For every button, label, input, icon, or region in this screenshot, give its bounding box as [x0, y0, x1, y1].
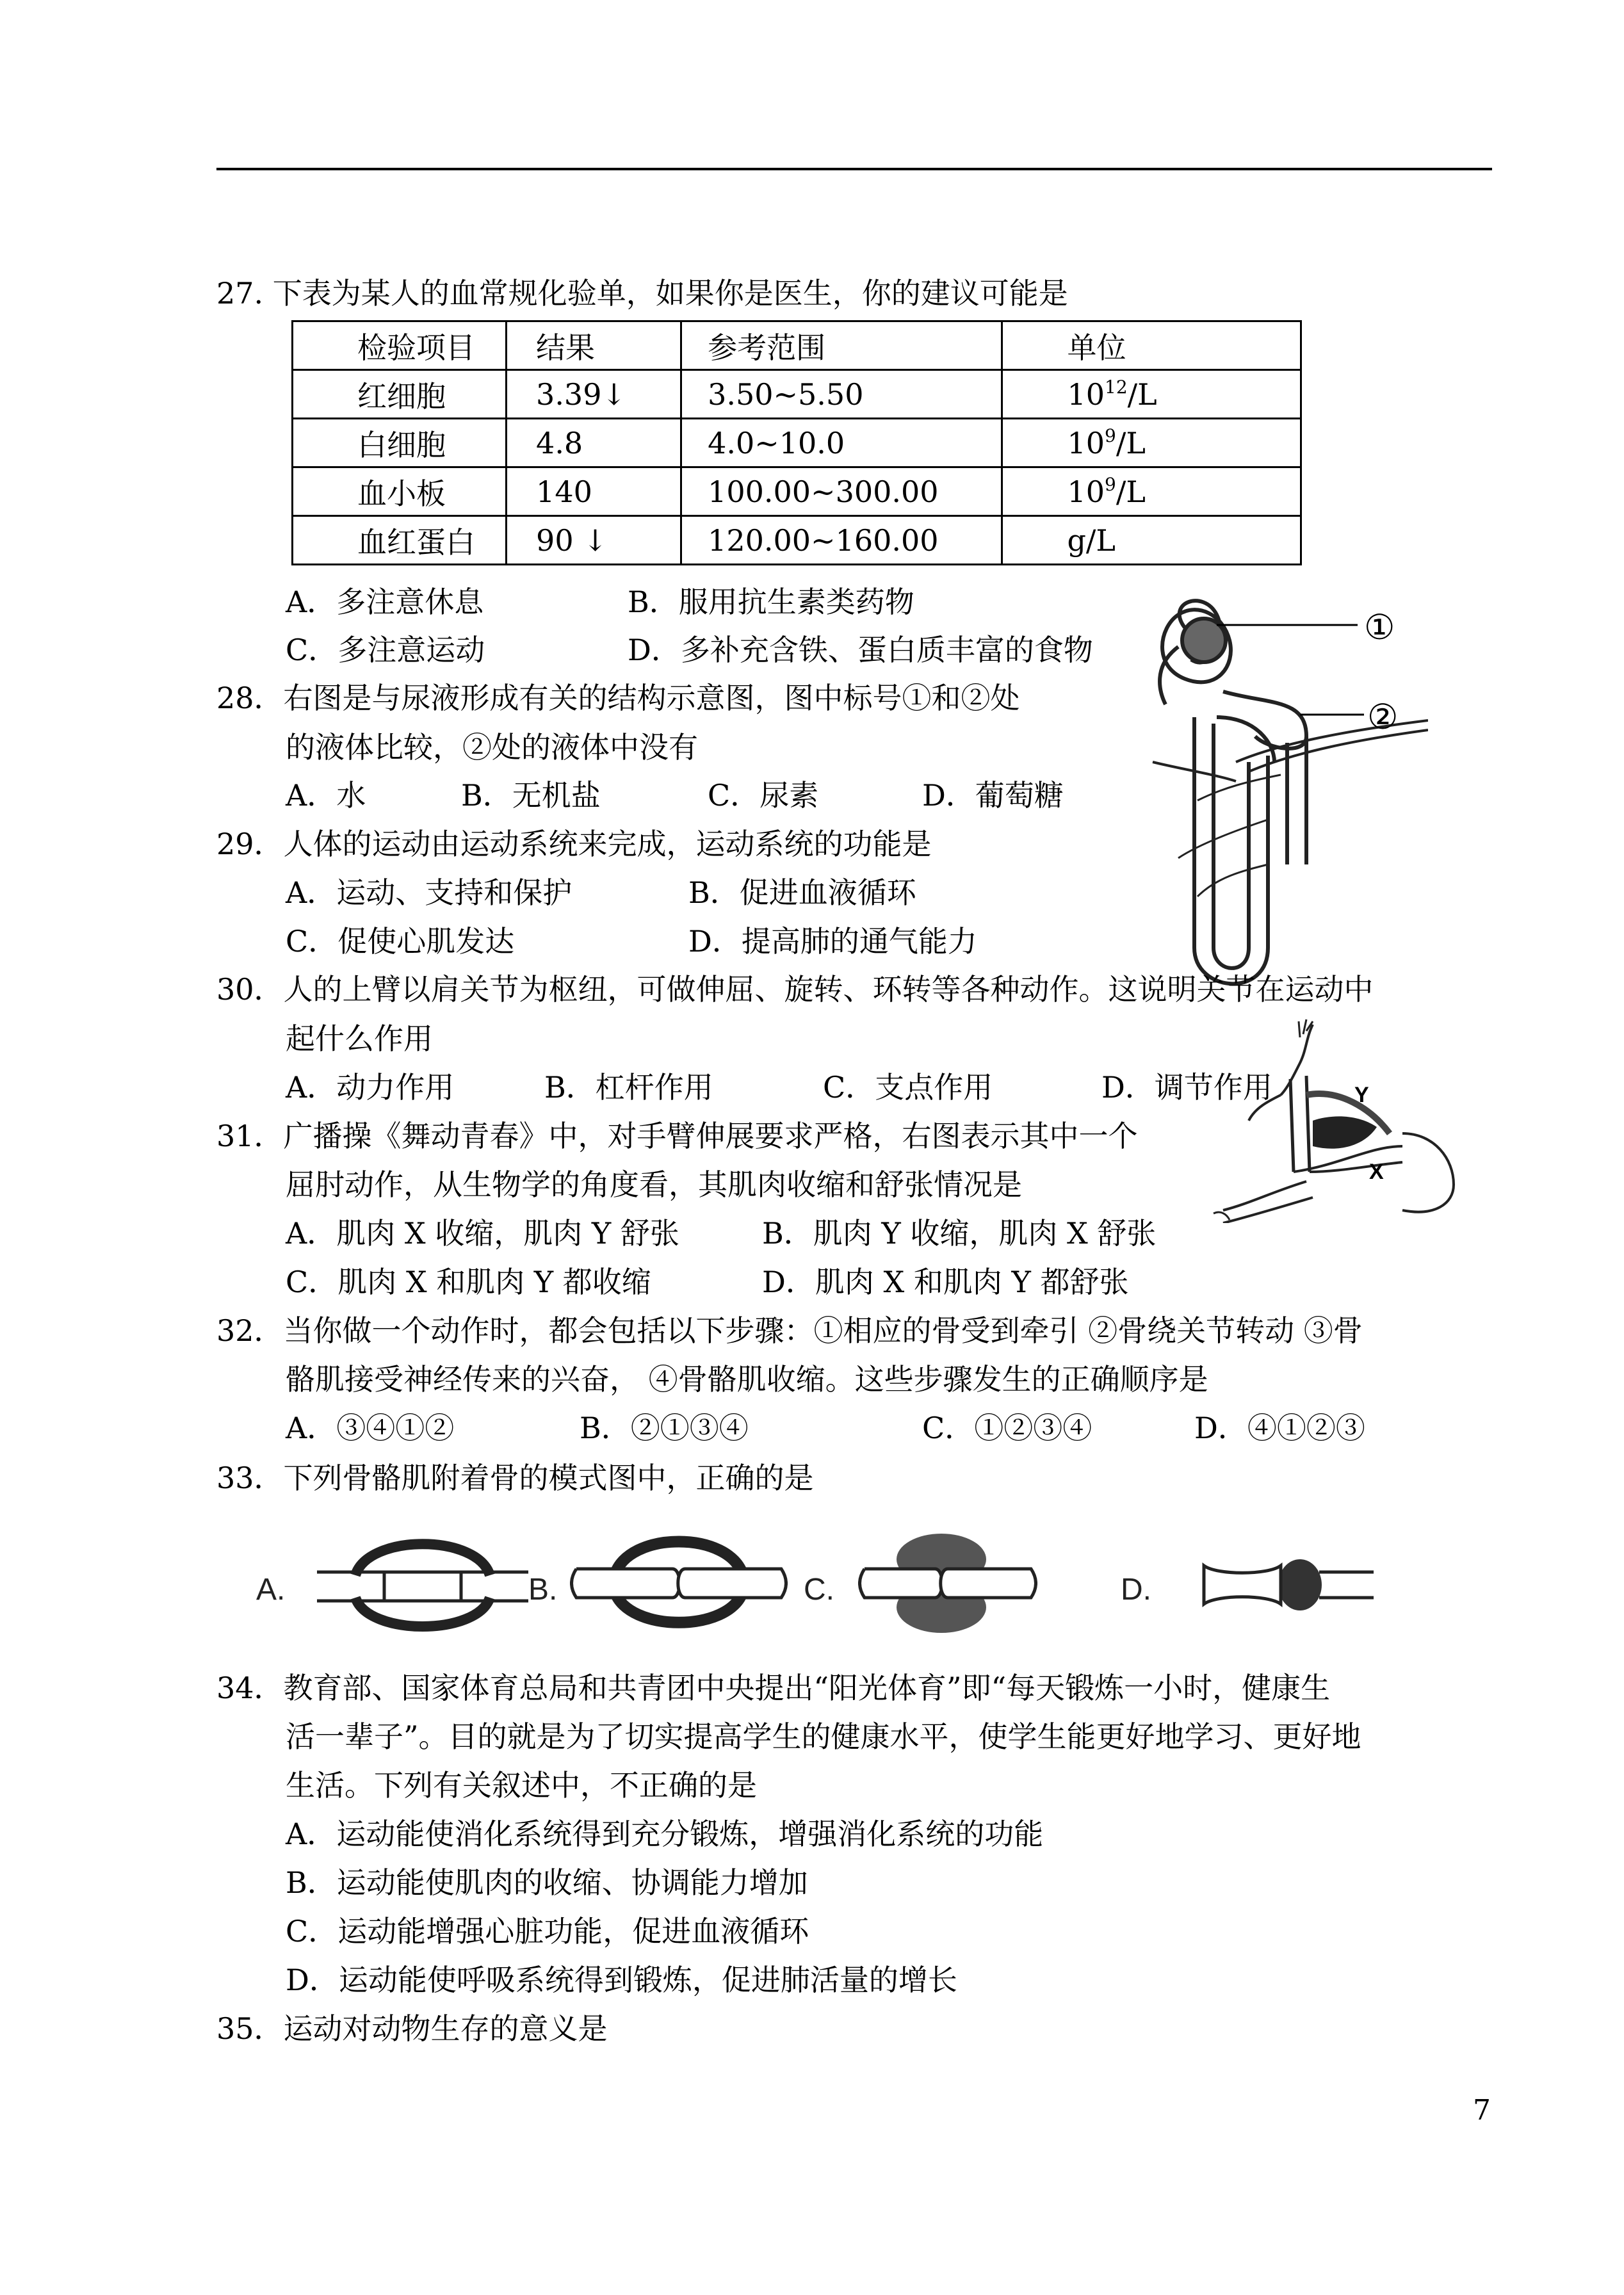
table-row	[293, 419, 1301, 467]
table-row	[293, 370, 1301, 419]
table-header-cell: 参考范围	[681, 321, 1002, 370]
q28-stem-line2: 的液体比较，②处的液体中没有	[286, 730, 698, 765]
q34-option-c: C．运动能增强心脏功能，促进血液循环	[286, 1914, 809, 1949]
q30-stem-line1: 30．人的上臂以肩关节为枢纽，可做伸屈、旋转、环转等各种动作。这说明关节在运动中	[216, 972, 1374, 1007]
q31-option-b: B．肌肉 Y 收缩，肌肉 X 舒张	[762, 1216, 1157, 1251]
q33-figure-label-d: D.	[1121, 1573, 1151, 1607]
q29-option-c: C．促使心肌发达	[286, 924, 515, 959]
table-cell-range: 120.00~160.00	[681, 516, 1002, 565]
q33-figure-label-a: A.	[256, 1573, 286, 1607]
q30-option-a: A．动力作用	[286, 1070, 455, 1105]
table-cell-range: 100.00~300.00	[681, 467, 1002, 516]
q29-option-b: B．促进血液循环	[688, 875, 916, 910]
q32-option-a: A．③④①②	[286, 1411, 455, 1445]
q27-option-c: C．多注意运动	[286, 633, 485, 667]
table-cell-unit: $10^9/L$	[1002, 467, 1301, 516]
q28-option-a: A．水	[286, 778, 366, 813]
q28-option-c: C．尿素	[708, 778, 819, 813]
table-header-cell: 检验项目	[293, 321, 507, 370]
nephron-label-2: ②	[1367, 697, 1399, 737]
q32-option-b: B．②①③④	[580, 1411, 749, 1445]
table-cell-result: 4.8	[507, 419, 681, 467]
q27-option-a: A．多注意休息	[286, 585, 484, 619]
q33-figure-c	[858, 1524, 1037, 1639]
table-cell-item: 血红蛋白	[293, 516, 507, 565]
q28-option-d: D．葡萄糖	[922, 778, 1064, 813]
q28-stem-line1: 28．右图是与尿液形成有关的结构示意图，图中标号①和②处	[216, 681, 1020, 715]
nephron-diagram	[1140, 589, 1428, 1012]
page-number: 7	[1473, 2094, 1491, 2127]
table-cell-item: 血小板	[293, 467, 507, 516]
q29-option-a: A．运动、支持和保护	[286, 875, 572, 910]
q35-stem: 35．运动对动物生存的意义是	[216, 2011, 608, 2046]
table-cell-result: 140	[507, 467, 681, 516]
q27-stem: 27. 下表为某人的血常规化验单，如果你是医生，你的建议可能是	[216, 276, 1068, 311]
table-row	[293, 467, 1301, 516]
nephron-label-1: ①	[1364, 607, 1395, 647]
table-cell-result: 90 ↓	[507, 516, 681, 565]
q30-option-d: D．调节作用	[1101, 1070, 1272, 1105]
q30-option-c: C．支点作用	[823, 1070, 993, 1105]
muscle-label-y: Y	[1354, 1083, 1369, 1107]
table-cell-unit: g/L	[1002, 516, 1301, 565]
q32-stem-line1: 32．当你做一个动作时，都会包括以下步骤：①相应的骨受到牵引 ②骨绕关节转动 ③骨	[216, 1313, 1363, 1348]
q30-stem-line2: 起什么作用	[286, 1021, 433, 1056]
q34-stem-line2: 活一辈子”。目的就是为了切实提高学生的健康水平，使学生能更好地学习、更好地	[286, 1719, 1361, 1754]
q34-stem-line1: 34．教育部、国家体育总局和共青团中央提出“阳光体育”即“每天锻炼一小时，健康生	[216, 1671, 1331, 1705]
table-cell-unit: $10^9/L$	[1002, 419, 1301, 467]
q31-stem-line2: 屈肘动作，从生物学的角度看，其肌肉收缩和舒张情况是	[286, 1167, 1022, 1202]
q33-figure-label-b: B.	[528, 1573, 558, 1607]
table-header-row	[293, 321, 1301, 370]
table-header-cell: 单位	[1002, 321, 1301, 370]
q27-option-d: D．多补充含铁、蛋白质丰富的食物	[628, 633, 1093, 667]
q33-figure-d	[1198, 1543, 1377, 1626]
table-row	[293, 516, 1301, 565]
q31-option-a: A．肌肉 X 收缩，肌肉 Y 舒张	[286, 1216, 679, 1251]
q31-option-d: D．肌肉 X 和肌肉 Y 都舒张	[762, 1265, 1129, 1299]
header-rule	[216, 168, 1492, 170]
blood-test-table	[291, 320, 1302, 565]
q28-option-b: B．无机盐	[461, 778, 601, 813]
q33-figure-b	[570, 1524, 788, 1639]
q34-option-b: B．运动能使肌肉的收缩、协调能力增加	[286, 1865, 808, 1900]
q34-option-a: A．运动能使消化系统得到充分锻炼，增强消化系统的功能	[286, 1817, 1044, 1851]
table-cell-item: 红细胞	[293, 370, 507, 419]
table-cell-range: 3.50~5.50	[681, 370, 1002, 419]
q30-option-b: B．杠杆作用	[544, 1070, 713, 1105]
table-cell-unit: $10^{12}/L$	[1002, 370, 1301, 419]
q31-stem-line1: 31．广播操《舞动青春》中，对手臂伸展要求严格，右图表示其中一个	[216, 1119, 1138, 1153]
q29-option-d: D．提高肺的通气能力	[688, 924, 977, 959]
q33-figure-a	[317, 1527, 528, 1639]
arm-flexion-diagram	[1210, 1018, 1460, 1223]
muscle-label-x: X	[1369, 1160, 1384, 1184]
q34-option-d: D．运动能使呼吸系统得到锻炼，促进肺活量的增长	[286, 1963, 957, 1997]
q33-stem: 33．下列骨骼肌附着骨的模式图中，正确的是	[216, 1461, 814, 1495]
q34-stem-line3: 生活。下列有关叙述中，不正确的是	[286, 1768, 757, 1803]
q29-stem: 29．人体的运动由运动系统来完成，运动系统的功能是	[216, 827, 932, 861]
q32-option-c: C．①②③④	[922, 1411, 1092, 1445]
q32-option-d: D．④①②③	[1194, 1411, 1365, 1445]
table-cell-result: 3.39↓	[507, 370, 681, 419]
table-cell-range: 4.0~10.0	[681, 419, 1002, 467]
q32-stem-line2: 骼肌接受神经传来的兴奋， ④骨骼肌收缩。这些步骤发生的正确顺序是	[286, 1362, 1208, 1397]
q33-figure-label-c: C.	[804, 1573, 834, 1607]
q27-option-b: B．服用抗生素类药物	[628, 585, 914, 619]
table-header-cell: 结果	[507, 321, 681, 370]
table-cell-item: 白细胞	[293, 419, 507, 467]
q31-option-c: C．肌肉 X 和肌肉 Y 都收缩	[286, 1265, 651, 1299]
